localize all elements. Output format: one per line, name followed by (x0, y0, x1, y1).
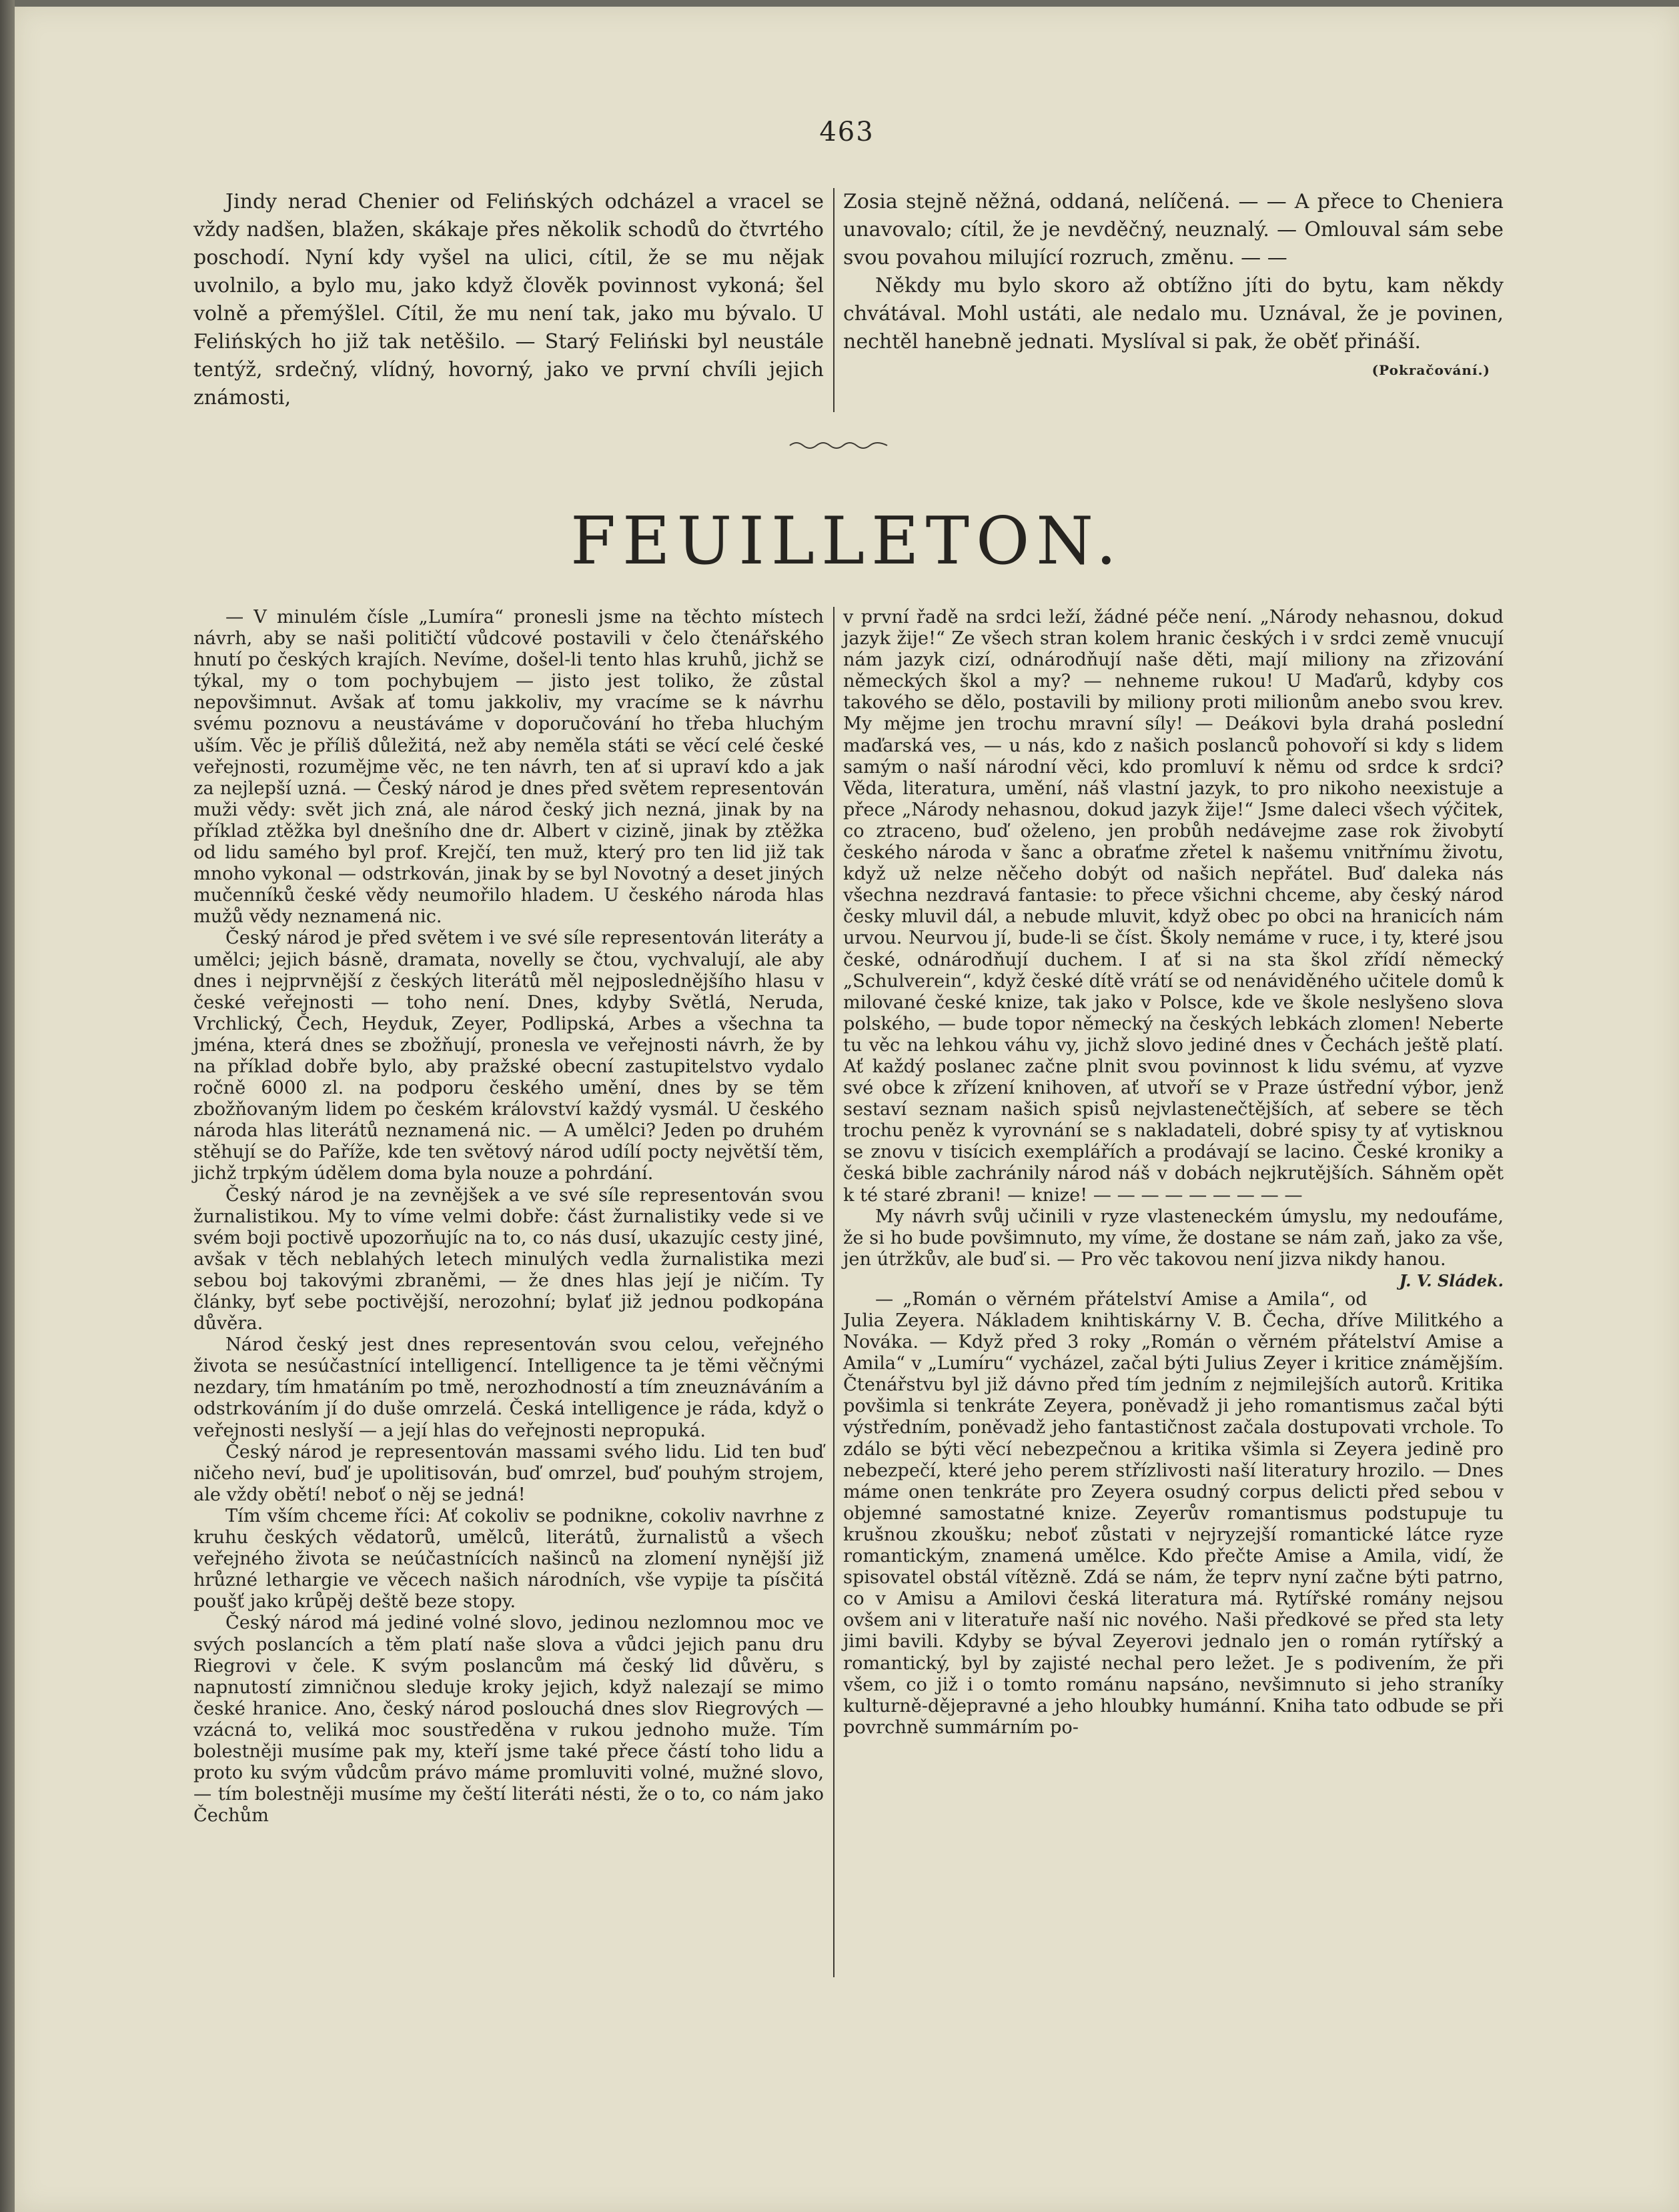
book-review-paragraph: — „Román o věrném přátelství Amise a Amila“, od Julia Zeyera. Nákladem knihtiskárny V. B. Čecha, dříve Militkého a Nováka. — Když před 3 roky „Román o věrném přátelství Amise a Amila“ v „Lumíru“ vycházel, začal býti Julius Zeyer i kritice známějším. Čtenářstvu byl již dávno před tím jedním z nejmilejších autorů. Kritika povšimla si tenkráte Zeyera, poněvadž ji jeho romantismus začal býti výstředním, poněvadž jeho fantastičnost začala dostupovati vrchole. To zdálo se býti věcí nebezpečnou a kritika všimla si Zeyera jedině pro nebezpečí, které jeho perem střízlivosti naší literatury hrozilo. — Dnes máme onen tenkráte pro Zeyera osudný corpus delicti před sebou v objemné samostatné knize. Zeyerův romantismus podstupuje tu krušnou zkoušku; neboť zůstati v nejryzejší romantické látce ryze romantickým, znamená umělce. Kdo přečte Amise a Amila, vidí, že spisovatel obstál vítězně. Zdá se nám, že teprv nyní začne býti patrno, co v Amisu a Amilovi česká literatura má. Rytířské romány nejsou ovšem ani v literatuře naší nic nového. Naši předkové se před sta lety jimi bavili. Kdyby se býval Zeyerovi jednalo jen o román rytířský a romantický, byl by zajisté nechal pero ležet. Je s podivením, že při všem, co již i o tomto románu napsáno, nevšimnuto si jeho straníky kulturně-dějepravné a jeho hloubky humánní. Kniha tato odbude se při povrchně summárním po- (843, 1288, 1504, 1738)
feuilleton-paragraph: v první řadě na srdci leží, žádné péče není. „Národy nehasnou, dokud jazyk žije!“ Ze všech stran kolem hranic českých i v srdci země vnucují nám jazyk cizí, odnárodňují naše děti, mají miliony na zřizování německých škol a my? — nehneme rukou! U Maďarů, kdyby cos takového se dělo, postavili by miliony proti milionům anebo svou krev. My mějme jen trochu mravní síly! — Deákovi byla drahá poslední maďarská ves, — u nás, kdo z našich poslanců pohovoří si kdy s lidem samým o naší národní věci, kdo promluví k němu od srdce k srdci? Věda, literatura, umění, náš vlastní jazyk, to pro nikoho neexistuje a přece „Národy nehasnou, dokud jazyk žije!“ Jsme daleci všech výčitek, co ztraceno, buď oželeno, jen probůh nedávejme zase rok živobytí českého národa v šanc a obraťme zřetel k našemu vnitřnímu životu, když už nelze něčeho dobýt od našich nepřátel. Buď daleka nás všechna nezdravá fantasie: to přece všichni chceme, aby český národ česky mluvil dál, a nebude mluvit, když obec po obci na hranicích nám urvou. Neurvou jí, bude-li se číst. Školy nemáme v ruce, i ty, které jsou české, odnárodňují duchem. I ať si na sta škol zřídí německý „Schulverein“, když české dítě vrátí se od nenáviděného učitele domů k milované české knize, tak jako v Polsce, kde ve škole neslyšeno slova polského, — bude topor německý na českých lebkách zlomen! Neberte tu věc na lehkou váhu vy, jichž slovo jediné dnes v Čechách ještě platí. Ať každý poslanec začne plnit svou povinnost k lidu svému, ať vyzve své obce k zřízení knihoven, ať utvoří se v Praze ústřední výbor, jenž sestaví seznam našich spisů nejvlastenečtějších, ať sebere se těch trochu peněz k vyrovnání se s nakladateli, dobré spisy ty ať vytisknou se znovu v tisícich exemplářích a prodávají se lacino. České kroniky a česká bible zachránily národ náš v dobách nejkrutějších. Sáhněm opět k té staré zbrani! — knize! — — — — — — — — — (843, 607, 1504, 1206)
feuilleton-paragraph: Český národ je před světem i ve své síle representován literáty a umělci; jejich básně, dramata, novelly se čtou, vychvalují, ale aby dnes i nejprvnější z českých literátů měl nejposlednějšího hlasu v české veřejnosti — toho není. Dnes, kdyby Světlá, Neruda, Vrchlický, Čech, Heyduk, Zeyer, Podlipská, Arbes a všechna ta jména, která dnes se zbožňují, pronesla ve veřejnosti návrh, že by na příklad dobře bylo, aby pražské obecní zastupitelstvo vydalo ročně 6000 zl. na podporu českého umění, dnes by se těm zbožňovaným lidem po českém království každý vysmál. U českého národa hlas literátů neznamená nic. — A umělci? Jeden po druhém stěhují se do Paříže, kde ten světový národ udílí pocty největší těm, jichž trpkým údělem doma byla nouze a pohrdání. (193, 928, 824, 1184)
author-signature: J. V. Sládek. (1399, 1270, 1504, 1290)
serial-story-right-column (843, 188, 1504, 384)
serial-story-left-column (193, 188, 824, 412)
feuilleton-paragraph: Český národ je na zevnějšek a ve své síle representován svou žurnalistikou. My to víme velmi dobře: část žurnalistiky vede si ve svém boji poctivě upozorňujíc na to, co nás dusí, ukazujíc cesty jiné, avšak v těch neblahých letech minulých vedla žurnalistika mezi sebou boj takovými zbraněmi, — že dnes hlas její je ničím. Ty články, byť sebe poctivější, nerozohní; bylať již jednou podkopána důvěra. (193, 1184, 824, 1334)
feuilleton-paragraph: Český národ je representován massami svého lidu. Lid ten buď ničeho neví, buď je upolitisován, buď omrzel, buď pouhým strojem, ale vždy obětí! neboť o něj se jedná! (193, 1441, 824, 1505)
ornamental-divider (788, 439, 889, 452)
newspaper-page (15, 7, 1679, 2212)
book-spine-edge (0, 0, 15, 2212)
serial-story-paragraph: Jindy nerad Chenier od Felińských odcházel a vracel se vždy nadšen, blažen, skákaje přes několik schodů do čtvrtého poschodí. Nyní kdy vyšel na ulici, cítil, že se mu nějak uvolnilo, a bylo mu, jako když člověk povinnost vykoná; šel volně a přemýšlel. Cítil, že mu není tak, jako mu bývalo. U Felińských ho již tak netěšilo. — Starý Feliński byl neustále tentýž, srdečný, vlídný, hovorný, jako ve první chvíli jejich známosti, (193, 190, 824, 409)
feuilleton-paragraph-closing: My návrh svůj učinili v ryze vlasteneckém úmyslu, my nedoufáme, že si ho bude povšimnuto, my víme, že dostane se nám zaň, jako za vše, jen útržkův, ale buď si. — Pro věc takovou není jizva nikdy hanou. J. V. Sládek. (843, 1206, 1504, 1270)
feuilleton-paragraph: Tím vším chceme říci: Ať cokoliv se podnikne, cokoliv navrhne z kruhu českých vědatorů, umělců, literátů, žurnalistů a všech veřejného života se neúčastnících našinců na zlomení nynější již hrůzné lethargie ve věcech našich národních, vše vypije ta písčitá poušť jako krůpěj deště beze stopy. (193, 1505, 824, 1612)
feuilleton-right-column (843, 607, 1504, 1739)
serial-story-paragraph-end: Někdy mu bylo skoro až obtížno jíti do bytu, kam někdy chvátával. Mohl ustáti, ale nedalo mu. Uznával, že je povinen, nechtěl hanebně jednati. Myslíval si pak, že oběť přináší. (Pokračování.) (843, 272, 1504, 356)
serial-story-paragraph: Zosia stejně něžná, oddaná, nelíčená. — — A přece to Cheniera unavovalo; cítil, že je nevděčný, neuznalý. — Omlouval sám sebe svou povahou milující rozruch, změnu. — — (843, 190, 1504, 269)
page-number: 463 (819, 117, 875, 147)
feuilleton-paragraph: — V minulém čísle „Lumíra“ pronesli jsme na těchto místech návrh, aby se naši političtí vůdcové postavili v čelo čtenářského hnutí po českých krajích. Nevíme, došel-li tento hlas kruhů, jichž se týkal, my o tom pochybujem — jisto jest toliko, že zůstal nepovšimnut. Avšak ať tomu jakkoliv, my vracíme se k návrhu svému poznovu a neustáváme v doporučování ho třeba hluchým uším. Věc je příliš důležitá, než aby neměla státi se věcí celé české veřejnosti, rozumějme věc, ne ten návrh, ten ať si upraví kdo a jak za nejlepší uzná. — Český národ je dnes před světem representován muži vědy: svět jich zná, ale národ český jich nezná, jinak by na příklad ztěžka byl dnešního dne dr. Albert v cizině, jinak by ztěžka od lidu samého byl prof. Krejčí, ten muž, který pro ten lid již tak mnoho vykonal — odstrkován, jinak by se byl Novotný a deset jiných mučenníků české vědy neumořilo hladem. U českého národa hlas mužů vědy neznamená nic. (193, 607, 824, 928)
feuilleton-left-column (193, 607, 824, 1827)
section-heading: FEUILLETON. (570, 503, 1123, 580)
continuation-note: (Pokračování.) (1371, 362, 1490, 378)
column-divider-top (833, 188, 834, 412)
feuilleton-paragraph: Český národ má jediné volné slovo, jedinou nezlomnou moc ve svých poslancích a těm platí naše slova a vůdci jejich panu dru Riegrovi v čele. K svým poslancům má český lid důvěru, s napnutostí zimničnou sleduje kroky jejich, když nalezají se mimo české hranice. Ano, český národ poslouchá dnes slov Riegrových — vzácná to, veliká moc soustředěna v rukou jednoho muže. Tím bolestněji musíme pak my, kteří jsme také přece částí toho lidu a proto ku svým vůdcům právo máme promluviti volné, mužné slovo, — tím bolestněji musíme my čeští literáti nésti, že o to, co nám jako Čechům (193, 1612, 824, 1827)
column-divider-main (833, 607, 834, 1977)
feuilleton-paragraph: Národ český jest dnes representován svou celou, veřejného života se nesúčastnící intelligencí. Intelligence ta je těmi věčnými nezdary, tím hmatáním po tmě, nerozhodností a tím zneuznáváním a odstrkováním jí do duše omrzelá. Česká intelligence je ráda, když o veřejnosti neslyší — a její hlas do veřejnosti nepropuká. (193, 1334, 824, 1441)
